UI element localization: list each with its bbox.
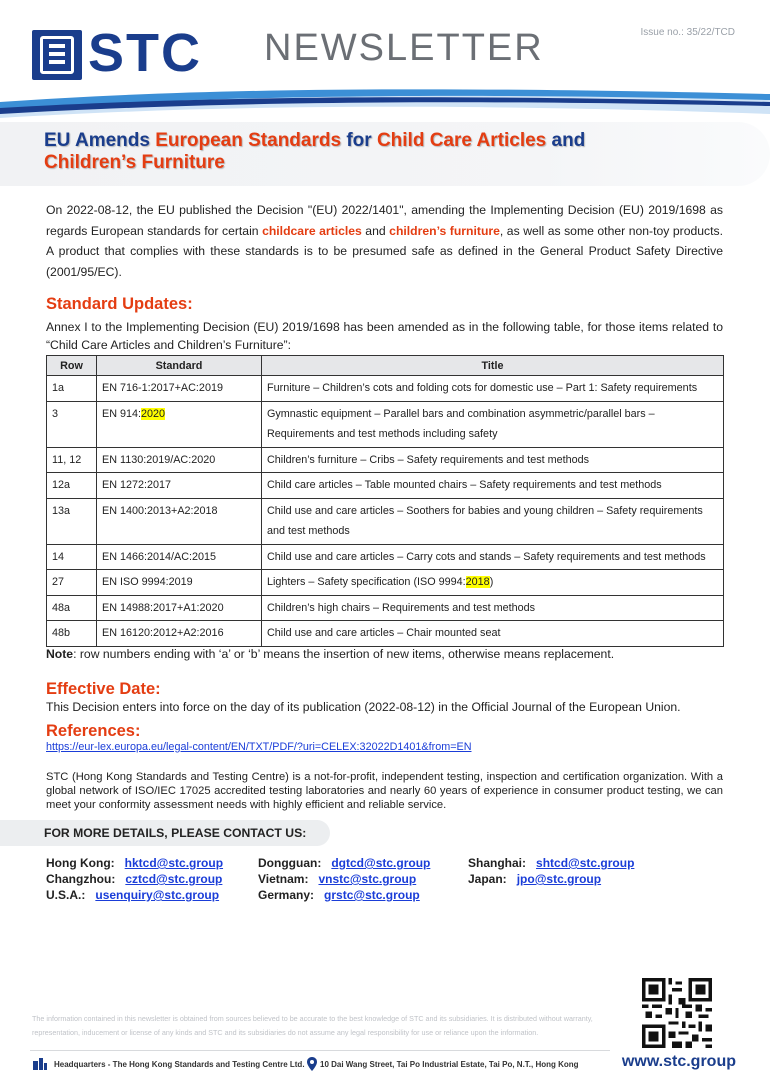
contact-germany: Germany: grstc@stc.group [258,888,420,902]
table-row [47,498,724,544]
standards-table [46,355,724,647]
standard-title: Children’s high chairs – Requirements and test methods [262,595,724,621]
issue-number: Issue no.: 35/22/TCD [640,27,735,38]
row-number: 27 [47,570,97,596]
highlight-year: 2018 [465,576,490,588]
contact-heading: FOR MORE DETAILS, PLEASE CONTACT US: [44,826,307,840]
email-link[interactable]: dgtcd@stc.group [331,856,431,870]
standard-code: EN ISO 9994:2019 [97,570,262,596]
standard-title: Child use and care articles – Chair mounted seat [262,621,724,647]
footer-divider [30,1050,610,1051]
location-pin-icon [307,1057,317,1071]
email-link[interactable]: shtcd@stc.group [536,856,635,870]
website-link[interactable]: www.stc.group [621,1053,736,1070]
standard-title: Gymnastic equipment – Parallel bars and combination asymmetric/parallel bars – Requirements and test methods including safety [262,401,724,447]
table-note: Note: row numbers ending with ‘a’ or ‘b’ means the insertion of new items, otherwise means replacement. [46,647,615,661]
disclaimer-text: The information contained in this newsletter is obtained from sources believed to be accurate to the best knowledge of STC and its subsidiaries. It is distributed without warranty, representation, inducement or license of any kinds and STC and its subsidiaries do not assume any legal responsibility for use or reliance upon the information. [32,1014,593,1037]
row-number: 14 [47,544,97,570]
contact-shanghai: Shanghai: shtcd@stc.group [468,856,635,870]
stc-logo-text: STC [88,23,202,83]
standard-code: EN 1466:2014/AC:2015 [97,544,262,570]
effective-date-heading: Effective Date: [46,680,161,698]
row-number: 11, 12 [47,447,97,473]
standard-title: Furniture – Children’s cots and folding cots for domestic use – Part 1: Safety requirements [262,376,724,402]
email-link[interactable]: grstc@stc.group [324,888,420,902]
row-number: 48b [47,621,97,647]
row-number: 48a [47,595,97,621]
column-header-standard: Standard [97,356,262,376]
email-link[interactable]: jpo@stc.group [516,872,602,886]
about-paragraph: STC (Hong Kong Standards and Testing Centre) is a not-for-profit, independent testing, inspection and certification organization. With a global network of ISO/IEC 17025 accredited testing laboratories and nearly 60 years of experience in consumer product testing, we can meet your conformity assessment needs with highly efficient and reliable service. [46,771,723,811]
effective-date-text: This Decision enters into force on the day of its publication (2022-08-12) in the Official Journal of the European Union. [46,700,681,714]
standard-title: Child use and care articles – Carry cots and stands – Safety requirements and test methods [262,544,724,570]
standard-code: EN 16120:2012+A2:2016 [97,621,262,647]
standard-updates-heading: Standard Updates: [46,295,193,313]
stc-logo-icon [32,30,82,80]
building-icon [32,1058,48,1070]
table-row [47,401,724,447]
standard-title: Child use and care articles – Soothers for babies and young children – Safety requirements and test methods [262,498,724,544]
contact-vietnam: Vietnam: vnstc@stc.group [258,872,417,886]
standard-title: Child care articles – Table mounted chairs – Safety requirements and test methods [262,473,724,499]
standard-title: Lighters – Safety specification (ISO 9994:2018) [262,570,724,596]
annex-paragraph: Annex I to the Implementing Decision (EU) 2019/1698 has been amended as in the following table, for those items related to “Child Care Articles and Children’s Furniture”: [46,320,723,352]
row-number: 3 [47,401,97,447]
qr-code-icon[interactable] [642,978,712,1048]
standard-title: Children’s furniture – Cribs – Safety requirements and test methods [262,447,724,473]
highlight-year: 2020 [141,407,166,420]
email-link[interactable]: hktcd@stc.group [124,856,224,870]
table-row [47,376,724,402]
newsletter-heading: NEWSLETTER [264,27,544,69]
contact-hong-kong: Hong Kong: hktcd@stc.group [46,856,224,870]
intro-paragraph: On 2022-08-12, the EU published the Decision "(EU) 2022/1401", amending the Implementing Decision (EU) 2019/1698 as regards European standards for certain childcare articles and children’s furniture, as well as some other non-toy products. A product that complies with these standards is to be presumed safe as defined in the General Product Safety Directive (2001/95/EC). [46,203,723,279]
email-link[interactable]: cztcd@stc.group [125,872,223,886]
standard-code: EN 716-1:2017+AC:2019 [97,376,262,402]
table-header-row [47,356,724,376]
contact-changzhou: Changzhou: cztcd@stc.group [46,872,223,886]
table-row [47,621,724,647]
standard-code: EN 1272:2017 [97,473,262,499]
contact-japan: Japan: jpo@stc.group [468,872,602,886]
footer-headquarters: Headquarters - The Hong Kong Standards and Testing Centre Ltd. [54,1060,305,1069]
row-number: 12a [47,473,97,499]
standard-code: EN 14988:2017+A1:2020 [97,595,262,621]
column-header-row: Row [47,356,97,376]
contact-usa: U.S.A.: usenquiry@stc.group [46,888,220,902]
contact-dongguan: Dongguan: dgtcd@stc.group [258,856,431,870]
newsletter-title: EU Amends European Standards for Child Care Articles and Children’s Furniture [44,130,586,173]
references-heading: References: [46,722,141,740]
email-link[interactable]: vnstc@stc.group [318,872,417,886]
email-link[interactable]: usenquiry@stc.group [95,888,220,902]
standard-code: EN 1130:2019/AC:2020 [97,447,262,473]
header-swoosh [0,84,770,124]
reference-link[interactable]: https://eur-lex.europa.eu/legal-content/EN/TXT/PDF/?uri=CELEX:32022D1401&from=EN [46,741,472,753]
table-row [47,447,724,473]
footer-address: 10 Dai Wang Street, Tai Po Industrial Estate, Tai Po, N.T., Hong Kong [320,1060,579,1069]
row-number: 13a [47,498,97,544]
row-number: 1a [47,376,97,402]
table-row [47,544,724,570]
standard-code: EN 914:2020 [97,401,262,447]
column-header-title: Title [262,356,724,376]
table-row [47,595,724,621]
table-row [47,473,724,499]
table-row [47,570,724,596]
standard-code: EN 1400:2013+A2:2018 [97,498,262,544]
